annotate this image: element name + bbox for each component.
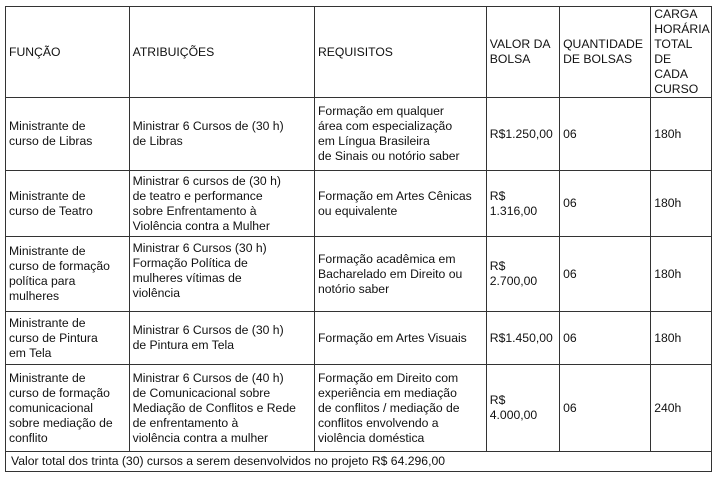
table-footer-row <box>6 452 712 472</box>
cell-valor: R$ 4.000,00 <box>486 365 559 452</box>
cell-carga: 180h <box>651 98 712 171</box>
cell-requisitos: Formação em Artes Cênicas ou equivalente <box>314 171 486 237</box>
cell-valor: R$1.250,00 <box>486 98 559 171</box>
cell-funcao: Ministrante de curso de formação política para mulheres <box>6 237 130 312</box>
cell-valor: R$1.450,00 <box>486 312 559 365</box>
cell-quantidade: 06 <box>560 98 651 171</box>
cell-atribuicoes: Ministrar 6 Cursos (30 h) Formação Política de mulheres vítimas de violência <box>129 237 314 312</box>
cell-atribuicoes: Ministrar 6 Cursos de (30 h) de Pintura em Tela <box>129 312 314 365</box>
header-carga: CARGA HORÁRIA TOTAL DE CADA CURSO <box>651 7 712 98</box>
cell-requisitos: Formação em Direito com experiência em mediação de conflitos / mediação de conflitos envolvendo a violência doméstica <box>314 365 486 452</box>
cell-requisitos: Formação em Artes Visuais <box>314 312 486 365</box>
cell-quantidade: 06 <box>560 365 651 452</box>
table-row <box>6 237 712 312</box>
cell-carga: 180h <box>651 171 712 237</box>
table-row <box>6 312 712 365</box>
header-quantidade: QUANTIDADE DE BOLSAS <box>560 7 651 98</box>
cell-quantidade: 06 <box>560 237 651 312</box>
table-container <box>5 6 712 472</box>
cell-funcao: Ministrante de curso de formação comunicacional sobre mediação de conflito <box>6 365 130 452</box>
header-valor: VALOR DA BOLSA <box>486 7 559 98</box>
cell-requisitos: Formação em qualquer área com especialização em Língua Brasileira de Sinais ou notório saber <box>314 98 486 171</box>
cell-funcao: Ministrante de curso de Libras <box>6 98 130 171</box>
cell-atribuicoes: Ministrar 6 Cursos de (30 h) de Libras <box>129 98 314 171</box>
cell-carga: 240h <box>651 365 712 452</box>
total-value-text: Valor total dos trinta (30) cursos a serem desenvolvidos no projeto R$ 64.296,00 <box>6 452 712 472</box>
cell-atribuicoes: Ministrar 6 Cursos de (40 h) de Comunicacional sobre Mediação de Conflitos e Rede de enfrentamento à violência contra a mulher <box>129 365 314 452</box>
cell-valor: R$ 1.316,00 <box>486 171 559 237</box>
cell-valor: R$ 2.700,00 <box>486 237 559 312</box>
header-atribuicoes: ATRIBUIÇÕES <box>129 7 314 98</box>
header-requisitos: REQUISITOS <box>314 7 486 98</box>
bolsas-table <box>5 6 712 472</box>
cell-carga: 180h <box>651 237 712 312</box>
cell-funcao: Ministrante de curso de Teatro <box>6 171 130 237</box>
table-row <box>6 171 712 237</box>
header-funcao: FUNÇÃO <box>6 7 130 98</box>
cell-carga: 180h <box>651 312 712 365</box>
cell-requisitos: Formação acadêmica em Bacharelado em Direito ou notório saber <box>314 237 486 312</box>
table-row <box>6 365 712 452</box>
table-row <box>6 98 712 171</box>
table-header-row <box>6 7 712 98</box>
cell-atribuicoes: Ministrar 6 cursos de (30 h) de teatro e performance sobre Enfrentamento à Violência contra a Mulher <box>129 171 314 237</box>
cell-quantidade: 06 <box>560 171 651 237</box>
cell-quantidade: 06 <box>560 312 651 365</box>
cell-funcao: Ministrante de curso de Pintura em Tela <box>6 312 130 365</box>
